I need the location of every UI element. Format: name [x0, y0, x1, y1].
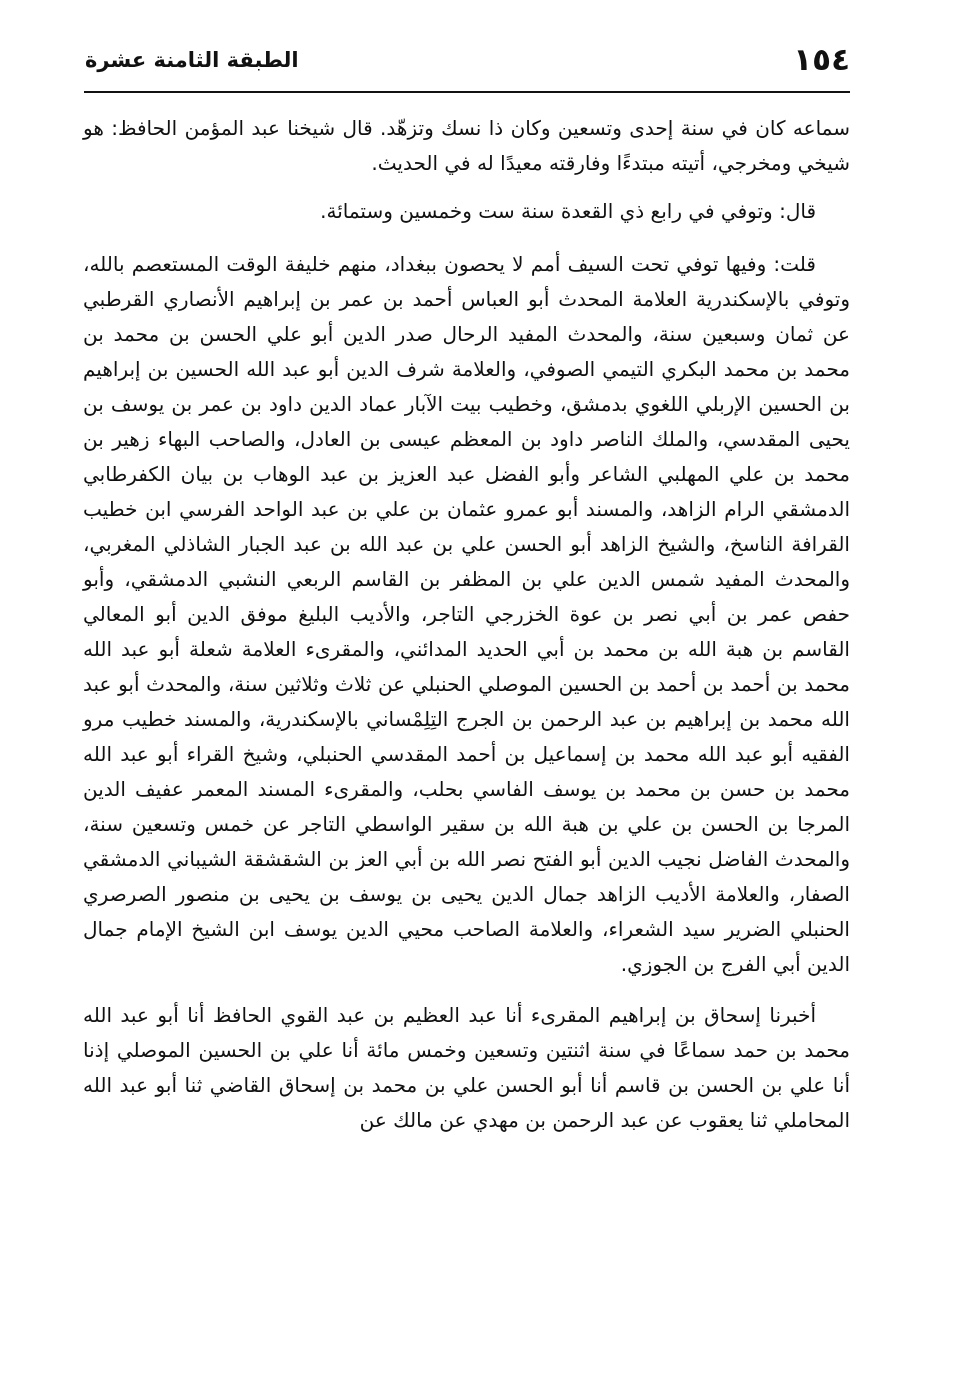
page-number: ١٥٤	[793, 42, 850, 78]
paragraph-gap-1	[83, 181, 850, 194]
paragraph-gap-3	[83, 982, 850, 998]
paragraph-2: قال: وتوفي في رابع ذي القعدة سنة ست وخمسين وستمائة.	[320, 199, 816, 223]
page-header	[85, 40, 850, 86]
paragraph-1: سماعه كان في سنة إحدى وتسعين وكان ذا نسك وتزهّد. قال شيخنا عبد المؤمن الحافظ: هو شيخي ومخرجي، أتيته مبتدءًا وفارقته معيدًا له في الحديث.	[83, 116, 850, 175]
paragraph-3: قلت: وفيها توفي تحت السيف أمم لا يحصون ببغداد، منهم خليفة الوقت المستعصم بالله، وتوفي بالإسكندرية العلامة المحدث أبو العباس أحمد بن عمر بن إبراهيم الأنصاري القرطبي عن ثمان وسبعين سنة، والمحدث المفيد الرحال صدر الدين أبو علي الحسن بن محمد بن محمد بن محمد البكري التيمي الصوفي، والعلامة شرف الدين أبو عبد الله الحسين بن إبراهيم بن الحسين الإربلي اللغوي بدمشق، وخطيب بيت الآبار عماد الدين داود بن عمر بن يوسف بن يحيى المقدسي، والملك الناصر داود بن المعظم عيسى بن العادل، والصاحب البهاء زهير بن محمد بن علي المهلبي الشاعر وأبو الفضل عبد العزيز بن عبد الوهاب بن بيان الكفرطابي الدمشقي الرام الزاهد، والمسند أبو عمرو عثمان بن علي بن عبد الواحد الفرسي ابن خطيب القرافة الناسخ، والشيخ الزاهد أبو الحسن علي بن عبد الله بن عبد الجبار الشاذلي المغربي، والمحدث المفيد شمس الدين علي بن المظفر بن القاسم الربعي النشبي الدمشقي، وأبو حفص عمر بن أبي نصر بن عوة الخزرجي التاجر، والأديب البليغ موفق الدين أبو المعالي القاسم بن هبة الله بن محمد بن أبي الحديد المدائني، والمقرىء العلامة شعلة أبو عبد الله محمد بن أحمد بن أحمد بن الحسين الموصلي الحنبلي عن ثلاث وثلاثين سنة، والمحدث أبو عبد الله محمد بن إبراهيم بن عبد الرحمن بن الجرج التِلِمْساني بالإسكندرية، والمسند خطيب مرو الفقيه أبو عبد الله محمد بن إسماعيل بن أحمد المقدسي الحنبلي، وشيخ القراء أبو عبد الله محمد بن حسن بن محمد بن يوسف الفاسي بحلب، والمقرىء المسند المعمر عفيف الدين المرجا بن الحسن بن علي بن هبة الله بن سقير الواسطي التاجر عن خمس وتسعين سنة، والمحدث الفاضل نجيب الدين أبو الفتح نصر الله بن أبي العز بن الشقشقة الشيباني الدمشقي الصفار، والعلامة الأديب الزاهد جمال الدين يحيى بن يوسف بن يحيى بن منصور الصرصري الحنبلي الضرير سيد الشعراء، والعلامة الصاحب محيي الدين يوسف ابن الشيخ الإمام جمال الدين أبي الفرج بن الجوزي.	[83, 252, 850, 976]
running-title: الطبقة الثامنة عشرة	[85, 48, 299, 72]
page-body	[83, 111, 850, 1138]
header-rule	[84, 91, 850, 93]
paragraph-gap-2	[83, 229, 850, 247]
paragraph-4: أخبرنا إسحاق بن إبراهيم المقرىء أنا عبد العظيم بن عبد القوي الحافظ أنا أبو عبد الله محمد بن حمد سماعًا في سنة اثنتين وتسعين وخمس مائة أنا علي بن الحسين الموصلي إذنا أنا علي بن الحسن بن قاسم أنا أبو الحسن علي بن محمد بن إسحاق القاضي ثنا أبو عبد الله المحاملي ثنا يعقوب عن عبد الرحمن بن مهدي عن مالك عن	[83, 1003, 850, 1132]
